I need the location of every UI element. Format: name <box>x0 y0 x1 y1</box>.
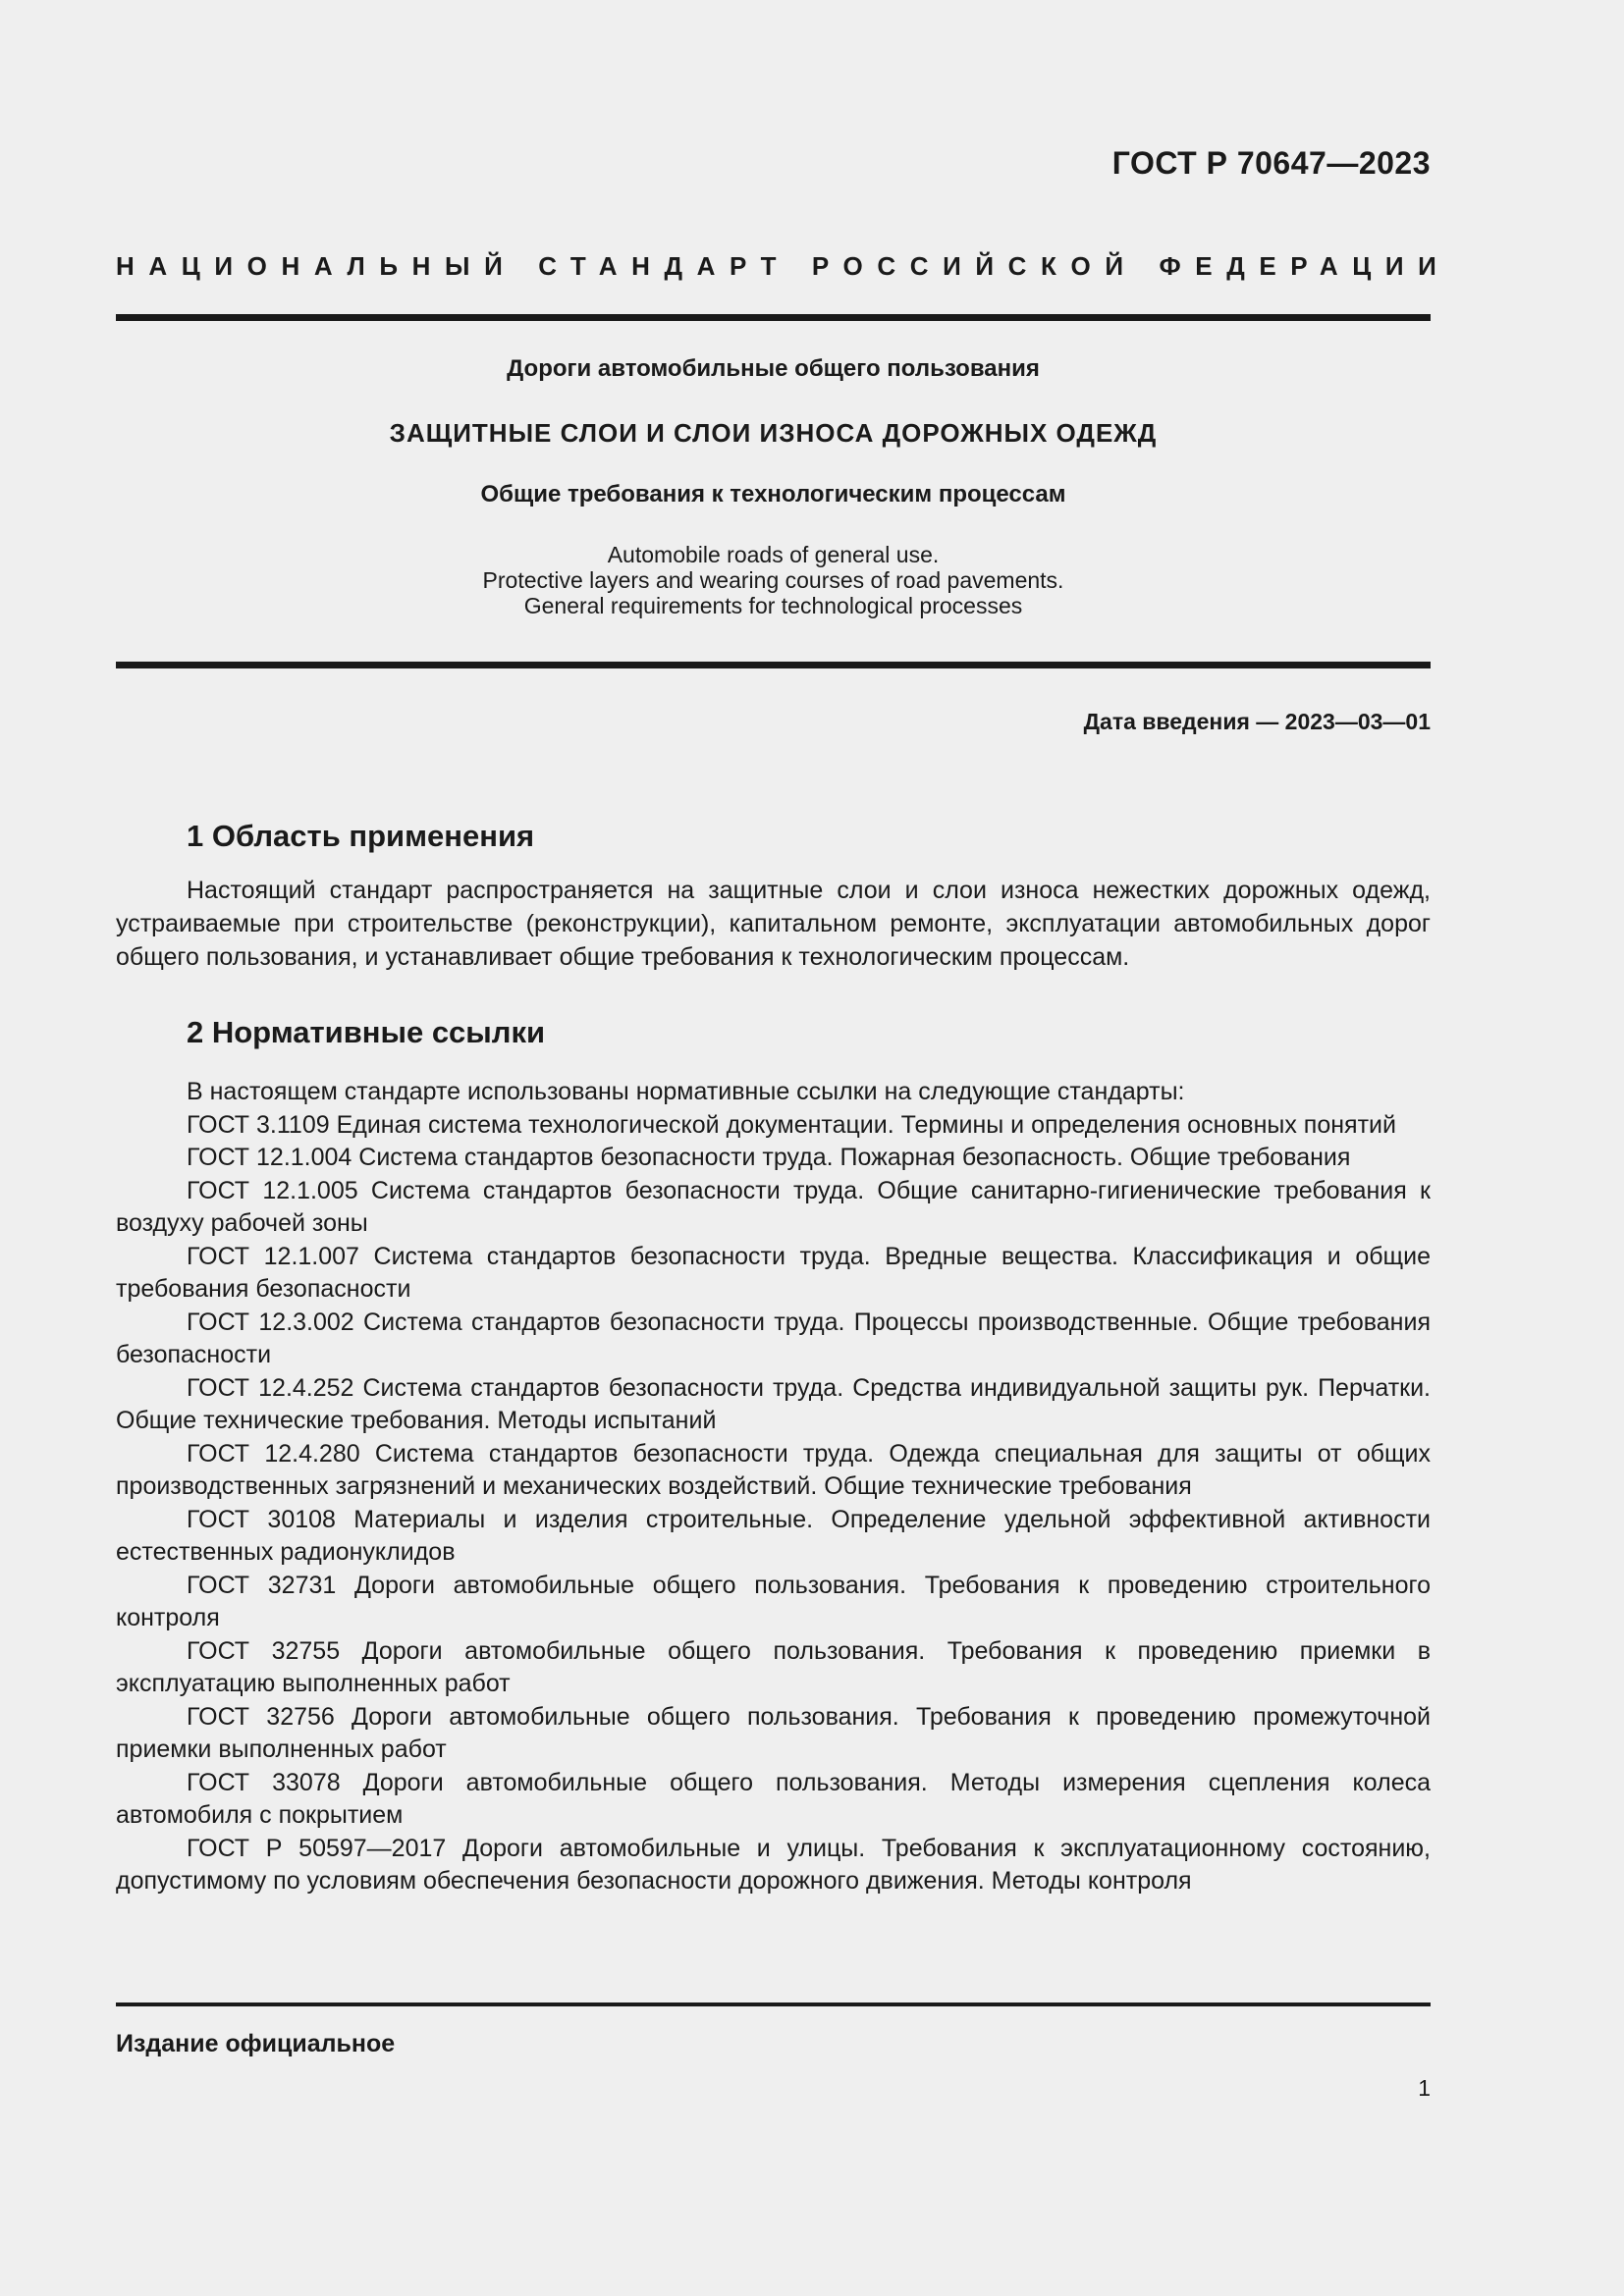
reference-item: ГОСТ 3.1109 Единая система технологической документации. Термины и определения основных понятий <box>187 1110 1396 1139</box>
reference-item: ГОСТ 12.1.005 Система стандартов безопасности труда. Общие санитарно-гигиенические требования к воздуху рабочей зоны <box>116 1176 1431 1237</box>
reference-item: ГОСТ 12.1.004 Система стандартов безопасности труда. Пожарная безопасность. Общие требования <box>187 1144 1351 1171</box>
section-1-heading: 1 Область применения <box>187 819 535 853</box>
top-rule <box>116 314 1431 321</box>
reference-item: ГОСТ 32756 Дороги автомобильные общего пользования. Требования к проведению промежуточной приемки выполненных работ <box>116 1702 1431 1763</box>
normative-references <box>116 1076 1431 1898</box>
section-2-heading: 2 Нормативные ссылки <box>187 1015 546 1049</box>
reference-item: ГОСТ 12.4.280 Система стандартов безопасности труда. Одежда специальная для защиты от общих производственных загрязнений и механических воздействий. Общие технические требования <box>116 1439 1431 1500</box>
document-code: ГОСТ Р 70647—2023 <box>1111 145 1431 181</box>
reference-item: ГОСТ 12.4.252 Система стандартов безопасности труда. Средства индивидуальной защиты рук. Перчатки. Общие технические требования. Методы испытаний <box>116 1373 1431 1434</box>
reference-item: ГОСТ 12.3.002 Система стандартов безопасности труда. Процессы производственные. Общие требования безопасности <box>116 1308 1431 1368</box>
document-page <box>116 0 1451 2296</box>
english-title-line: Automobile roads of general use. <box>607 542 940 567</box>
footer-rule <box>116 2002 1431 2006</box>
document-title: ЗАЩИТНЫЕ СЛОИ И СЛОИ ИЗНОСА ДОРОЖНЫХ ОДЕЖД <box>389 418 1158 448</box>
introduction-date: Дата введения — 2023—03—01 <box>1083 709 1431 734</box>
english-title <box>116 542 1431 618</box>
reference-item: ГОСТ 33078 Дороги автомобильные общего пользования. Методы измерения сцепления колеса автомобиля с покрытием <box>116 1768 1431 1829</box>
reference-item: ГОСТ 30108 Материалы и изделия строительные. Определение удельной эффективной активности естественных радионуклидов <box>116 1505 1431 1566</box>
title-subtitle-bottom: Общие требования к технологическим процессам <box>480 481 1066 507</box>
section-1-text: Настоящий стандарт распространяется на защитные слои и слои износа нежестких дорожных одежд, устраиваемые при строительстве (реконструкции), капитальном ремонте, эксплуатации автомобильных дорог общего пользования, и устанавливает общие требования к технологическим процессам. <box>116 877 1431 971</box>
page-number: 1 <box>1418 2075 1431 2101</box>
reference-item: ГОСТ Р 50597—2017 Дороги автомобильные и улицы. Требования к эксплуатационному состоянию, допустимому по условиям обеспечения безопасности дорожного движения. Методы контроля <box>116 1834 1431 1895</box>
official-edition-label: Издание официальное <box>116 2030 396 2057</box>
english-title-line: General requirements for technological processes <box>523 593 1023 618</box>
national-standard-banner: НАЦИОНАЛЬНЫЙ СТАНДАРТ РОССИЙСКОЙ ФЕДЕРАЦИИ <box>116 251 1451 281</box>
references-intro: В настоящем стандарте использованы нормативные ссылки на следующие стандарты: <box>187 1078 1185 1105</box>
reference-item: ГОСТ 32755 Дороги автомобильные общего пользования. Требования к проведению приемки в эксплуатацию выполненных работ <box>116 1636 1431 1697</box>
reference-item: ГОСТ 32731 Дороги автомобильные общего пользования. Требования к проведению строительного контроля <box>116 1571 1431 1631</box>
english-title-line: Protective layers and wearing courses of road pavements. <box>482 567 1064 593</box>
reference-item: ГОСТ 12.1.007 Система стандартов безопасности труда. Вредные вещества. Классификация и общие требования безопасности <box>116 1242 1431 1303</box>
title-bottom-rule <box>116 662 1431 668</box>
title-subtitle-top: Дороги автомобильные общего пользования <box>507 355 1040 382</box>
